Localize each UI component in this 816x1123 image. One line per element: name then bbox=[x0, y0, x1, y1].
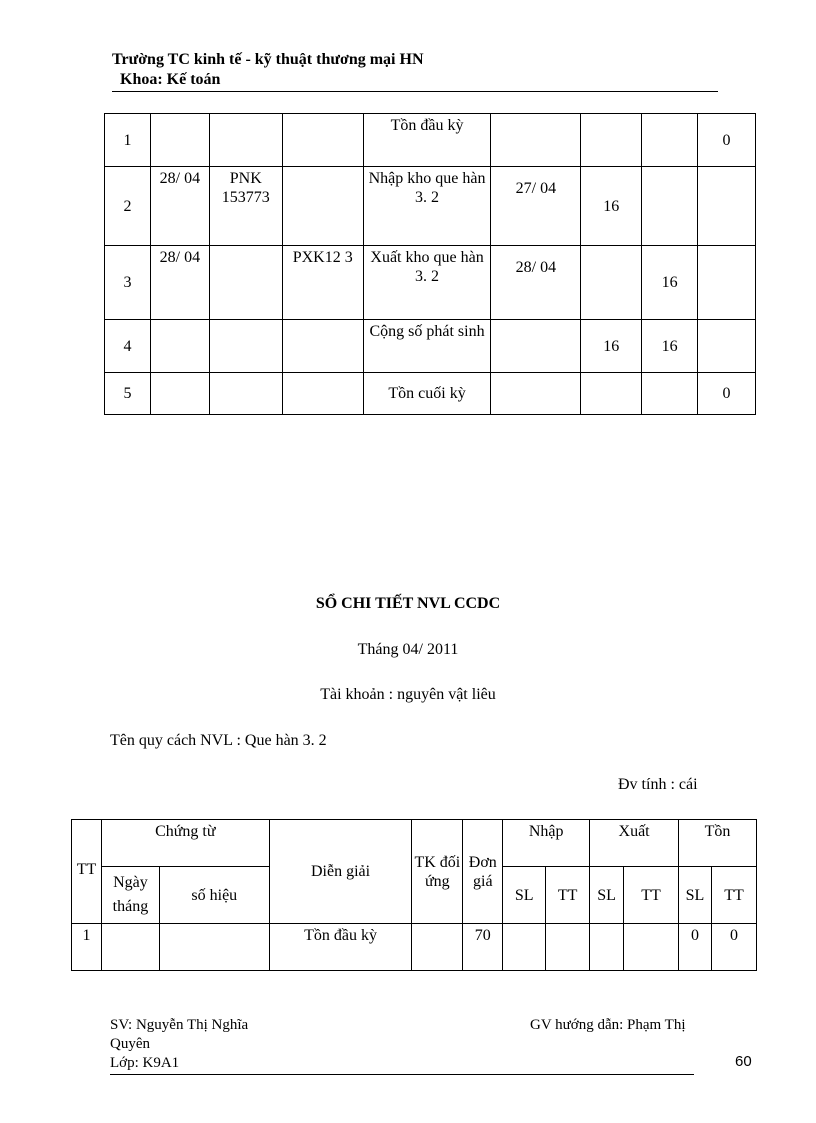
cell bbox=[282, 320, 363, 373]
table-header-row bbox=[72, 820, 757, 867]
stock-card-table bbox=[104, 113, 756, 415]
cell bbox=[150, 114, 209, 167]
cell bbox=[101, 924, 159, 971]
cell: 0 bbox=[679, 924, 712, 971]
cell bbox=[209, 246, 282, 320]
material-spec: Tên quy cách NVL : Que hàn 3. 2 bbox=[110, 732, 327, 749]
cell bbox=[412, 924, 463, 971]
table-row bbox=[105, 167, 756, 246]
cell bbox=[282, 373, 363, 415]
header-export-tt: TT bbox=[624, 867, 679, 924]
cell: Tồn đầu kỳ bbox=[269, 924, 412, 971]
cell bbox=[282, 167, 363, 246]
header-balance-sl: SL bbox=[679, 867, 712, 924]
header-import-sl: SL bbox=[503, 867, 546, 924]
page-number: 60 bbox=[735, 1053, 752, 1070]
cell bbox=[581, 373, 642, 415]
cell bbox=[209, 114, 282, 167]
cell bbox=[209, 373, 282, 415]
cell bbox=[642, 167, 698, 246]
cell: 3 bbox=[105, 246, 151, 320]
header-import: Nhập bbox=[503, 820, 590, 867]
cell bbox=[150, 320, 209, 373]
header-voucher: Chứng từ bbox=[101, 820, 269, 867]
cell: 16 bbox=[642, 320, 698, 373]
student-name: SV: Nguyễn Thị Nghĩa Quyên bbox=[110, 1017, 249, 1052]
ledger-title: SỔ CHI TIẾT NVL CCDC bbox=[315, 595, 501, 612]
cell bbox=[491, 320, 581, 373]
cell bbox=[581, 114, 642, 167]
school-name: Trường TC kinh tế - kỹ thuật thương mại HN bbox=[112, 51, 424, 68]
cell: 4 bbox=[105, 320, 151, 373]
header-import-tt: TT bbox=[546, 867, 590, 924]
cell bbox=[282, 114, 363, 167]
cell: 0 bbox=[698, 114, 756, 167]
ledger-table bbox=[71, 819, 757, 971]
advisor-name: GV hướng dẫn: Phạm Thị bbox=[530, 1017, 686, 1033]
header-description: Diễn giải bbox=[269, 820, 412, 924]
cell: Tồn cuối kỳ bbox=[363, 373, 491, 415]
cell: 16 bbox=[581, 320, 642, 373]
cell bbox=[159, 924, 269, 971]
cell: 28/ 04 bbox=[150, 246, 209, 320]
cell bbox=[698, 167, 756, 246]
cell: 1 bbox=[72, 924, 102, 971]
cell: 28/ 04 bbox=[150, 167, 209, 246]
class-name: Lớp: K9A1 bbox=[110, 1055, 180, 1071]
cell bbox=[546, 924, 590, 971]
cell bbox=[624, 924, 679, 971]
cell bbox=[209, 320, 282, 373]
header-price: Đơn giá bbox=[463, 820, 503, 924]
cell bbox=[150, 373, 209, 415]
cell: 0 bbox=[698, 373, 756, 415]
cell: 70 bbox=[463, 924, 503, 971]
cell bbox=[491, 114, 581, 167]
header-export: Xuất bbox=[590, 820, 679, 867]
table-row bbox=[105, 246, 756, 320]
unit-label: Đv tính : cái bbox=[618, 776, 698, 793]
table-row bbox=[105, 114, 756, 167]
cell: 5 bbox=[105, 373, 151, 415]
table-row bbox=[105, 320, 756, 373]
cell: 16 bbox=[642, 246, 698, 320]
cell bbox=[642, 373, 698, 415]
cell bbox=[590, 924, 624, 971]
header-export-sl: SL bbox=[590, 867, 624, 924]
cell bbox=[491, 373, 581, 415]
cell: 2 bbox=[105, 167, 151, 246]
cell: Nhập kho que hàn 3. 2 bbox=[363, 167, 491, 246]
table-row bbox=[72, 924, 757, 971]
header-number: số hiệu bbox=[159, 867, 269, 924]
cell: 0 bbox=[711, 924, 756, 971]
cell bbox=[642, 114, 698, 167]
cell: 28/ 04 bbox=[491, 246, 581, 320]
cell bbox=[581, 246, 642, 320]
cell: PNK 153773 bbox=[209, 167, 282, 246]
cell: Tồn đầu kỳ bbox=[363, 114, 491, 167]
cell: 16 bbox=[581, 167, 642, 246]
table-row bbox=[105, 373, 756, 415]
ledger-month: Tháng 04/ 2011 bbox=[357, 641, 459, 658]
header-date: Ngày tháng bbox=[101, 867, 159, 924]
page-header bbox=[112, 50, 718, 92]
cell bbox=[698, 246, 756, 320]
cell: 27/ 04 bbox=[491, 167, 581, 246]
cell: Cộng số phát sinh bbox=[363, 320, 491, 373]
header-tt: TT bbox=[72, 820, 102, 924]
cell bbox=[698, 320, 756, 373]
cell: 1 bbox=[105, 114, 151, 167]
cell: PXK12 3 bbox=[282, 246, 363, 320]
faculty-name: Khoa: Kế toán bbox=[120, 71, 221, 88]
cell: Xuất kho que hàn 3. 2 bbox=[363, 246, 491, 320]
ledger-account: Tài khoản : nguyên vật liêu bbox=[320, 686, 496, 703]
header-balance-tt: TT bbox=[711, 867, 756, 924]
footer-rule bbox=[110, 1074, 694, 1075]
header-rule bbox=[112, 91, 718, 92]
header-balance: Tồn bbox=[679, 820, 757, 867]
cell bbox=[503, 924, 546, 971]
header-account: TK đối ứng bbox=[412, 820, 463, 924]
